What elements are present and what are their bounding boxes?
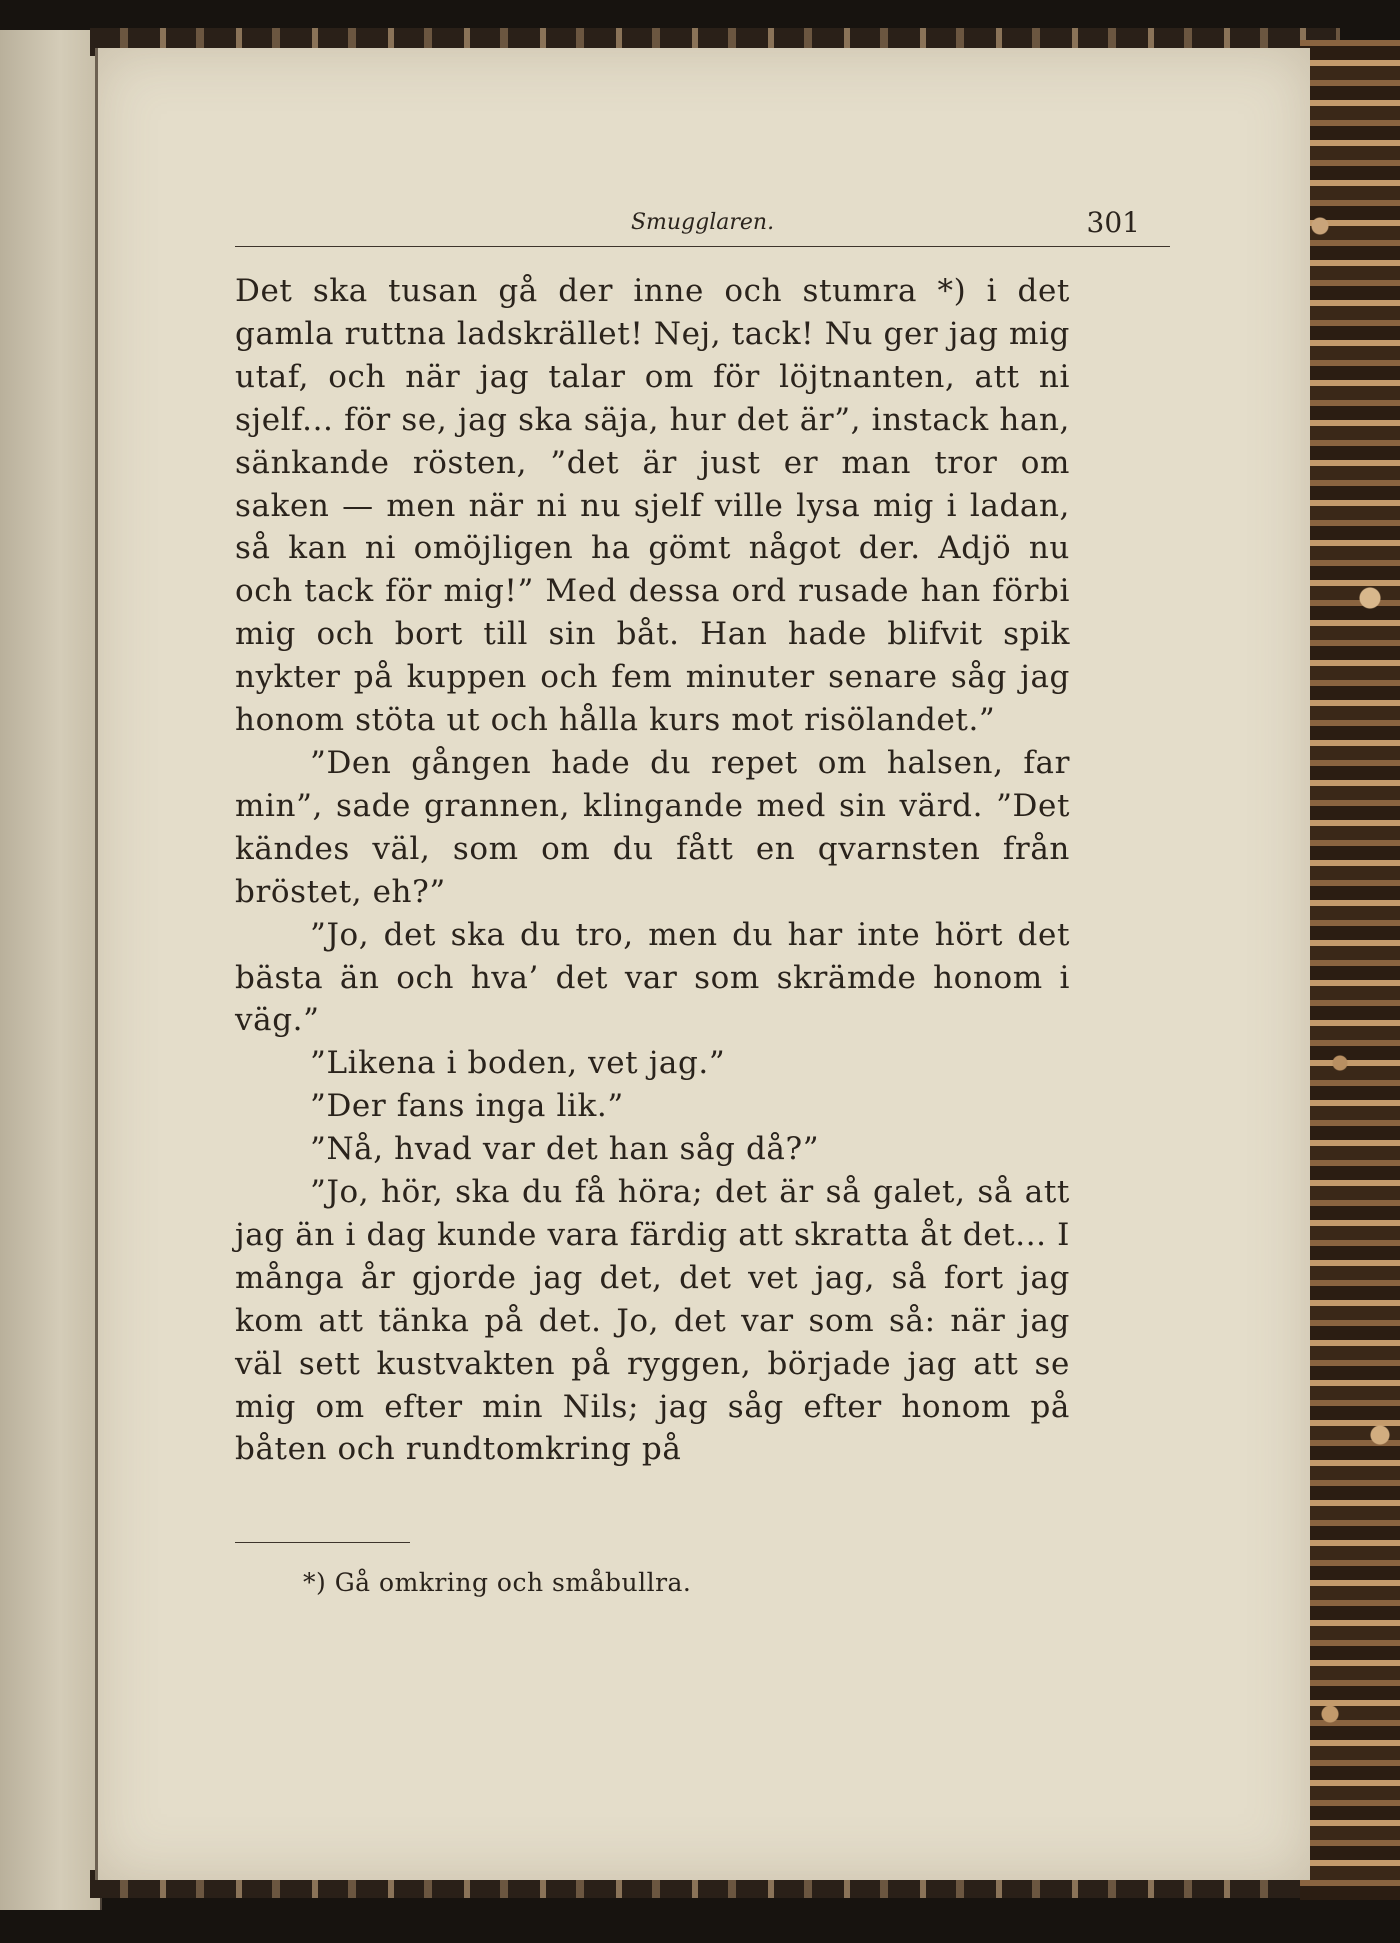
facing-page-edge [0, 30, 102, 1910]
paragraph: ”Jo, hör, ska du få höra; det är så galet, så att jag än i dag kunde vara färdig att skratta åt det... I många år gjorde jag det, det vet jag, så fort jag kom att tänka på det. Jo, det var som så: när jag väl sett kustvakten på ryggen, började jag att se mig om efter min Nils; jag såg efter honom på båten och rundtomkring på [235, 1174, 1070, 1468]
footnote-rule [235, 1542, 410, 1543]
paragraph: ”Likena i boden, vet jag.” [310, 1045, 726, 1082]
paragraph: ”Der fans inga lik.” [310, 1088, 624, 1125]
page-gutter [95, 48, 98, 1880]
paragraph: ”Jo, det ska du tro, men du har inte hört det bästa än och hva’ det var som skrämde honom i väg.” [235, 916, 1070, 1039]
footnote: *) Gå omkring och småbullra. [303, 1568, 692, 1597]
page-number: 301 [1086, 206, 1140, 239]
running-title: Smugglaren. [630, 210, 775, 235]
marbled-book-cover [1300, 40, 1400, 1900]
book-page [95, 48, 1310, 1880]
body-text [235, 270, 1070, 1471]
paragraph: ”Den gången hade du repet om halsen, far min”, sade grannen, klingande med sin värd. ”Det kändes väl, som om du fått en qvarnsten från bröstet, eh?” [235, 744, 1070, 910]
paragraph: ”Nå, hvad var det han såg då?” [310, 1131, 820, 1168]
running-header [235, 200, 1170, 247]
paragraph: Det ska tusan gå der inne och stumra *) i det gamla ruttna ladskrället! Nej, tack! Nu ger jag mig utaf, och när jag talar om för löjtnanten, att ni sjelf... för se, jag ska säja, hur det är”, instack han, sänkande rösten, ”det är just er man tror om saken — men när ni nu sjelf ville lysa mig i ladan, så kan ni omöjligen ha gömt något der. Adjö nu och tack för mig!” Med dessa ord rusade han förbi mig och bort till sin båt. Han hade blifvit spik nykter på kuppen och fem minuter senare såg jag honom stöta ut och hålla kurs mot risölandet.” [235, 273, 1070, 739]
